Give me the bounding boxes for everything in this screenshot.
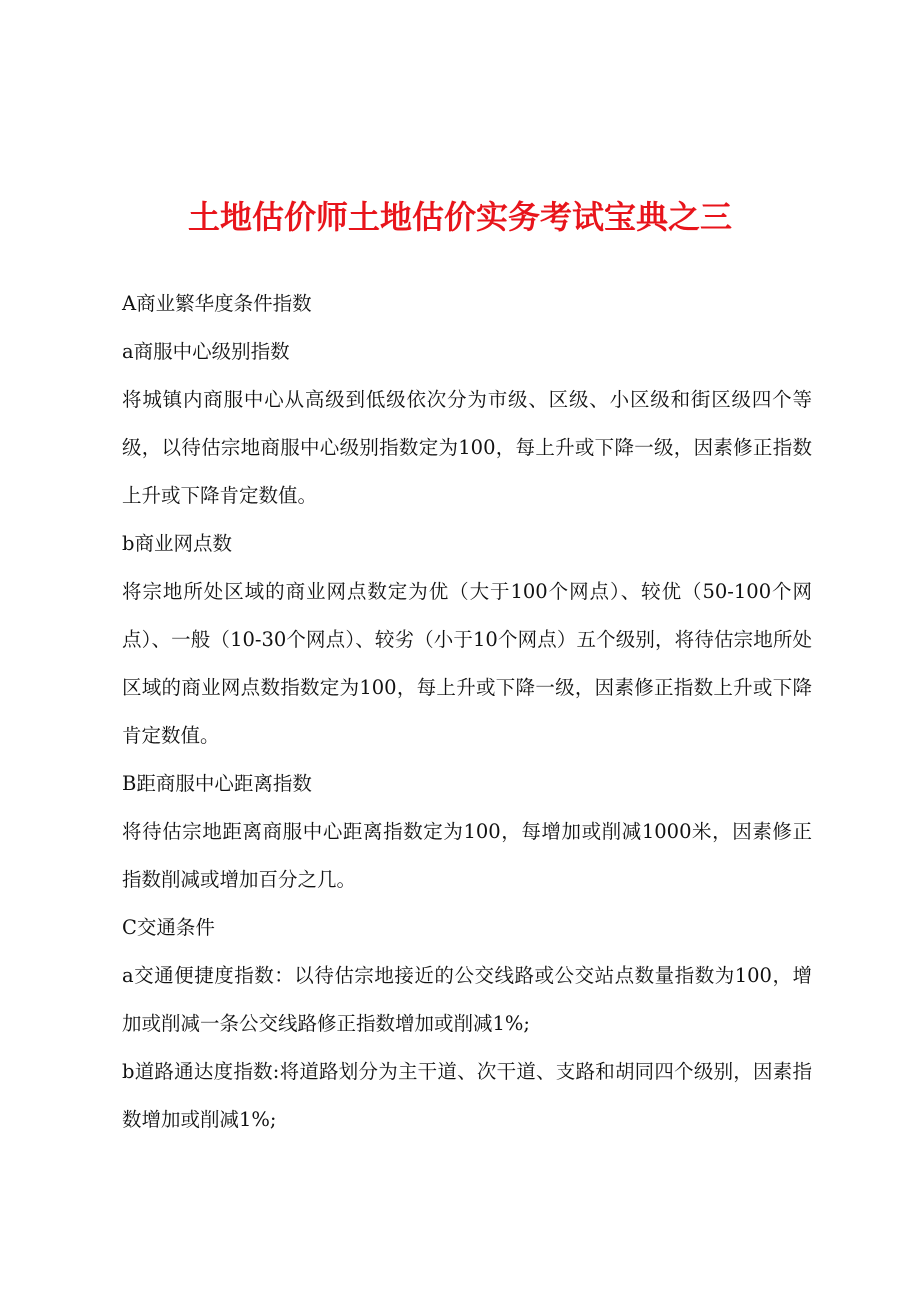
document-title: 土地估价师土地估价实务考试宝典之三 xyxy=(187,198,732,236)
subheading-commercial-center-level: a商服中心级别指数 xyxy=(122,340,290,363)
paragraph-distance-to-center: 将待估宗地距离商服中心距离指数定为100，每增加或削减1000米，因素修正指数削减或增加百分之几。 xyxy=(122,820,812,891)
paragraph-road-accessibility: b道路通达度指数:将道路划分为主干道、次干道、支路和胡同四个级别，因素指数增加或削减1%; xyxy=(122,1060,812,1131)
document-body xyxy=(122,280,812,1144)
subheading-commercial-outlets: b商业网点数 xyxy=(122,532,232,555)
paragraph-traffic-convenience: a交通便捷度指数：以待估宗地接近的公交线路或公交站点数量指数为100，增加或削减一条公交线路修正指数增加或削减1%; xyxy=(122,964,812,1035)
paragraph-commercial-center-level: 将城镇内商服中心从高级到低级依次分为市级、区级、小区级和街区级四个等级，以待估宗地商服中心级别指数定为100，每上升或下降一级，因素修正指数上升或下降肯定数值。 xyxy=(122,388,812,507)
heading-commercial-prosperity: A商业繁华度条件指数 xyxy=(122,292,312,315)
heading-distance-to-center: B距商服中心距离指数 xyxy=(122,772,312,795)
paragraph-commercial-outlets: 将宗地所处区域的商业网点数定为优（大于100个网点）、较优（50-100个网点）、一般（10-30个网点）、较劣（小于10个网点）五个级别，将待估宗地所处区域的商业网点数指数定为100，每上升或下降一级，因素修正指数上升或下降肯定数值。 xyxy=(122,580,812,747)
heading-traffic-conditions: C交通条件 xyxy=(122,916,215,939)
